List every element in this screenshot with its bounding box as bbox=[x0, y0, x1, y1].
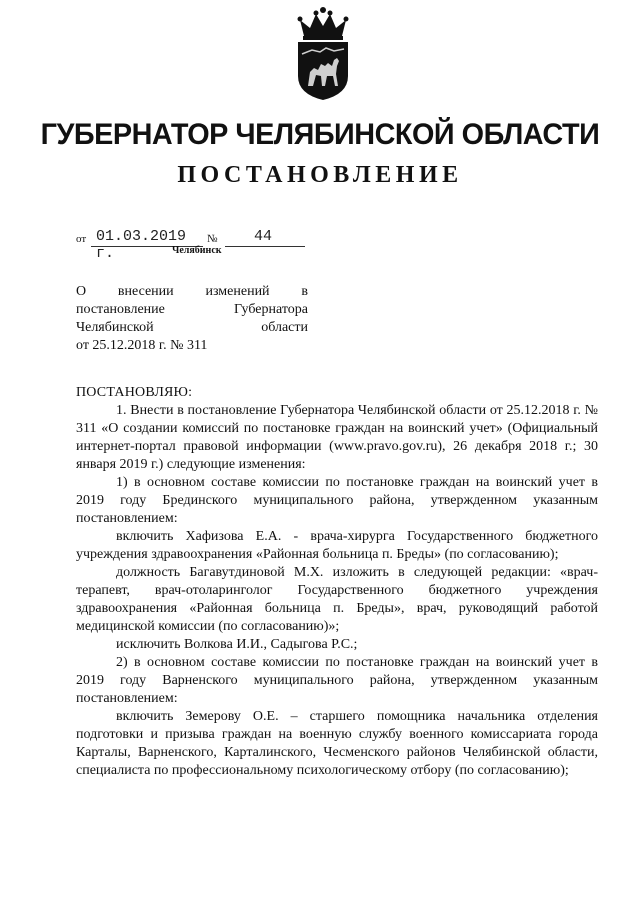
subject-word: от 25.12.2018 г. № 311 bbox=[76, 338, 208, 353]
subject-word: О bbox=[76, 284, 87, 299]
subject-word: Губернатора bbox=[233, 302, 308, 317]
paragraph-5: исключить Волкова И.И., Садыгова Р.С.; bbox=[116, 637, 358, 652]
paragraph-1: 1. Внести в постановление Губернатора Челябинской области от 25.12.2018 г. № 311 «О создании комиссий по постановке граждан на воинский учет» (Официальный интернет-портал правовой информации (www.pravo.gov.ru), 26 декабря 2018 г.; 30 января 2019 г.) следующие изменения: bbox=[76, 403, 598, 472]
subject-block bbox=[76, 283, 308, 355]
subject-word: Челябинской bbox=[76, 320, 154, 335]
paragraph-4: должность Багавутдиновой М.Х. изложить в следующей редакции: «врач-терапевт, врач-отоларинголог Государственного бюджетного учреждения здравоохранения «Районная больница п. Бреды», врач, руководящий работой медицинской комиссии (по согласованию)»; bbox=[76, 565, 598, 634]
resolution-heading: ПОСТАНОВЛЯЮ: bbox=[76, 385, 193, 400]
paragraph-6: 2) в основном составе комиссии по постановке граждан на воинский учет в 2019 году Варненского муниципального района, утвержденном указанным постановлением: bbox=[76, 655, 598, 706]
paragraph-3: включить Хафизова Е.А. - врача-хирурга Государственного бюджетного учреждения здравоохранения «Районная больница п. Бреды» (по согласованию); bbox=[76, 529, 598, 562]
subject-word: изменений bbox=[205, 284, 270, 299]
coat-of-arms-icon bbox=[290, 6, 356, 102]
paragraph-7: включить Земерову О.Е. – старшего помощника начальника отделения подготовки и призыва граждан на военную службу военного комиссариата города Карталы, Варненского, Карталинского, Чесменского районов Челябинской области, специалиста по профессиональному психологическому отбору (по согласованию); bbox=[76, 709, 598, 778]
subject-word: постановление bbox=[76, 302, 165, 317]
issuer-title: ГУБЕРНАТОР ЧЕЛЯБИНСКОЙ ОБЛАСТИ bbox=[40, 118, 600, 151]
document-type: ПОСТАНОВЛЕНИЕ bbox=[177, 162, 463, 188]
subject-word: области bbox=[261, 320, 308, 335]
paragraph-2: 1) в основном составе комиссии по постановке граждан на воинский учет в 2019 году Брединского муниципального района, утвержденном указанным постановлением: bbox=[76, 475, 598, 526]
document-date: 01.03.2019 г. bbox=[96, 228, 187, 262]
subject-word: в bbox=[301, 284, 308, 299]
subject-line bbox=[76, 301, 308, 319]
subject-word: внесении bbox=[117, 284, 174, 299]
city-label: Челябинск bbox=[172, 245, 222, 256]
date-prefix: от bbox=[76, 233, 87, 245]
subject-line bbox=[76, 283, 308, 301]
subject-line bbox=[76, 337, 308, 355]
body-text bbox=[76, 384, 598, 780]
document-number: 44 bbox=[254, 228, 273, 245]
number-underline bbox=[225, 246, 305, 247]
subject-line bbox=[76, 319, 308, 337]
number-prefix: № bbox=[207, 233, 218, 245]
